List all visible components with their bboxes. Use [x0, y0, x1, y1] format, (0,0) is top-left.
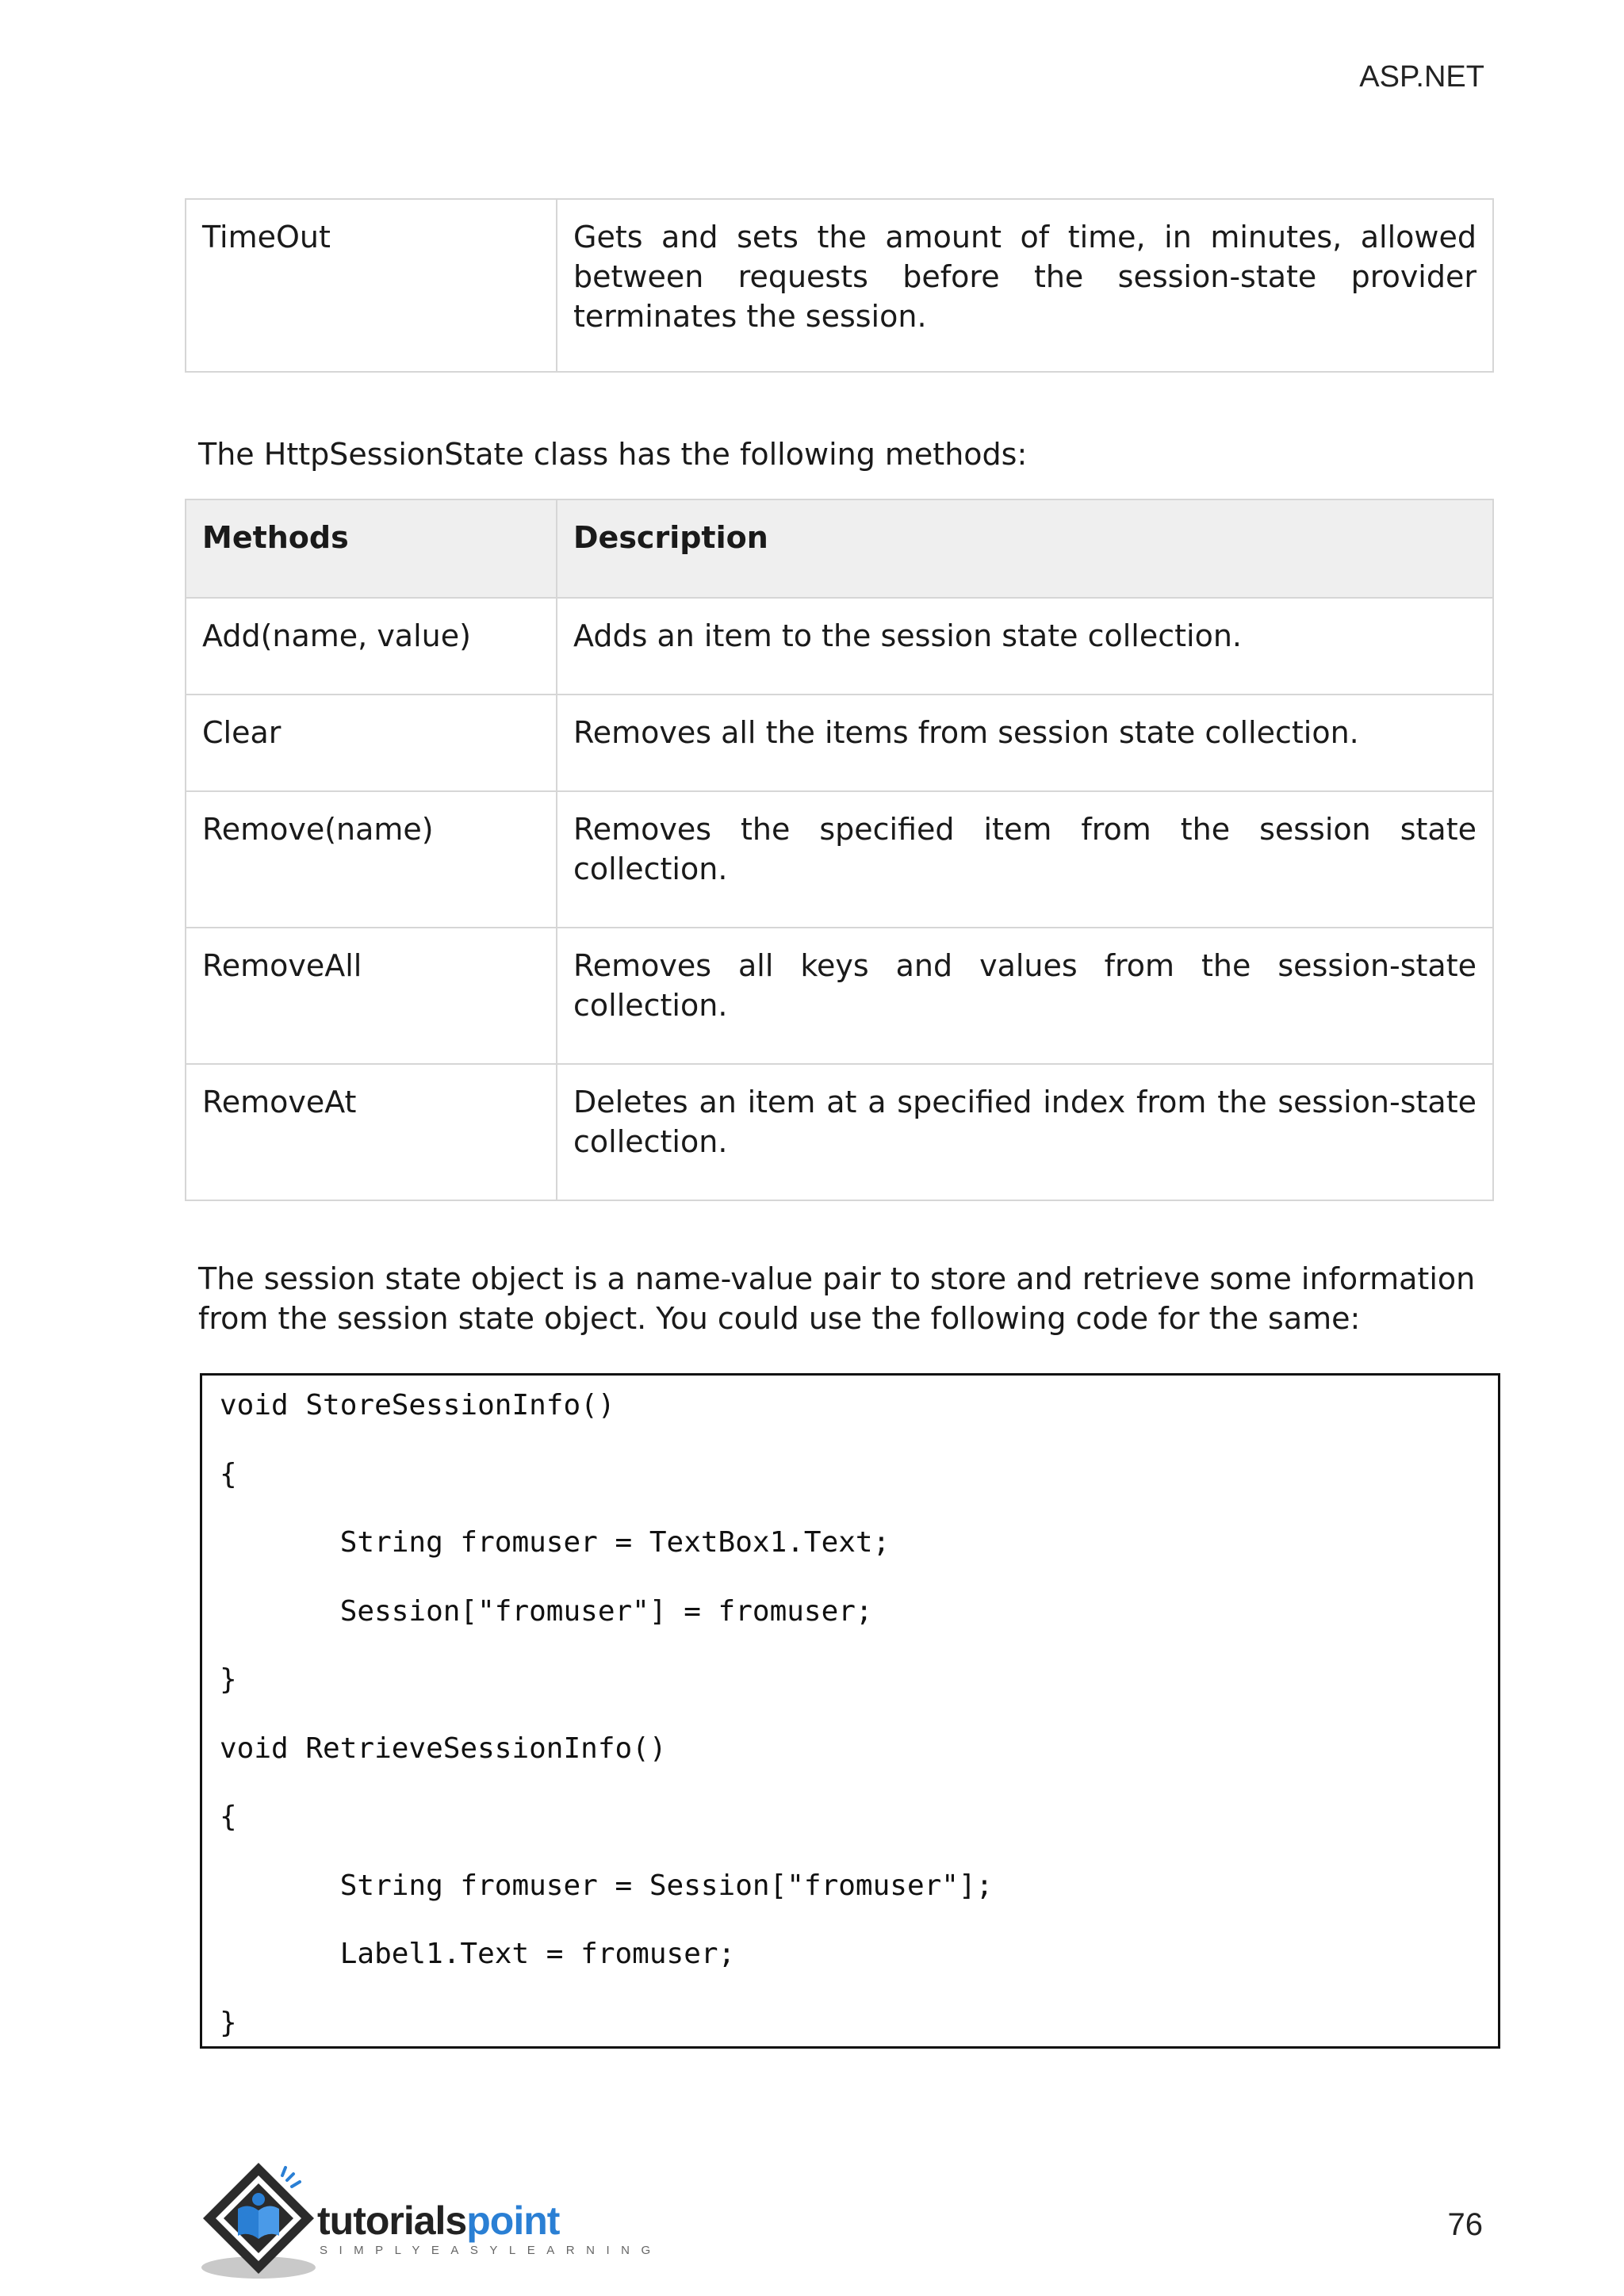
method-name: Clear — [186, 695, 557, 791]
logo-text — [317, 2198, 559, 2244]
method-description: Deletes an item at a specified index from the session-state collection. — [557, 1064, 1493, 1200]
methods-intro: The HttpSessionState class has the following methods: — [198, 437, 1028, 472]
code-line: Session["fromuser"] = fromuser; — [220, 1594, 873, 1628]
method-name: RemoveAt — [186, 1064, 557, 1200]
logo-tagline: SIMPLYEASYLEARNING — [320, 2244, 662, 2257]
table-row — [186, 695, 1493, 791]
tutorialspoint-logo — [198, 2156, 662, 2283]
logo-mark-icon — [198, 2156, 331, 2283]
code-line: Label1.Text = fromuser; — [220, 1938, 736, 1970]
code-line: { — [220, 1457, 237, 1490]
code-line: } — [220, 2006, 237, 2039]
method-description: Removes the specified item from the session state collection. — [557, 791, 1493, 928]
logo-word-tutorials: tutorials — [317, 2198, 467, 2243]
method-name: Add(name, value) — [186, 598, 557, 695]
property-name: TimeOut — [186, 199, 557, 372]
page-number: 76 — [1447, 2207, 1483, 2242]
code-line: } — [220, 1663, 237, 1696]
table-row — [186, 598, 1493, 695]
logo-word-point: point — [466, 2198, 560, 2243]
header-title: ASP.NET — [1359, 60, 1484, 94]
table-header-row — [186, 499, 1493, 598]
code-line: void RetrieveSessionInfo() — [220, 1732, 667, 1765]
column-header-description: Description — [557, 499, 1493, 598]
code-line: String fromuser = TextBox1.Text; — [220, 1526, 891, 1559]
code-line: void StoreSessionInfo() — [220, 1389, 615, 1422]
property-description: Gets and sets the amount of time, in minutes, allowed between requests before the session-state provider terminates the session. — [557, 199, 1493, 372]
method-description: Adds an item to the session state collection. — [557, 598, 1493, 695]
methods-table — [185, 499, 1494, 1201]
method-name: Remove(name) — [186, 791, 557, 928]
column-header-methods: Methods — [186, 499, 557, 598]
table-row — [186, 199, 1493, 372]
code-line: String fromuser = Session["fromuser"]; — [220, 1869, 994, 1902]
method-description: Removes all keys and values from the session-state collection. — [557, 928, 1493, 1064]
session-paragraph: The session state object is a name-value pair to store and retrieve some information from the session state object. You could use the following code for the same: — [198, 1261, 1476, 1336]
method-name: RemoveAll — [186, 928, 557, 1064]
table-row — [186, 791, 1493, 928]
table-row — [186, 928, 1493, 1064]
method-description: Removes all the items from session state collection. — [557, 695, 1493, 791]
table-row — [186, 1064, 1493, 1200]
code-block — [200, 1373, 1500, 2049]
properties-table — [185, 198, 1494, 373]
code-line: { — [220, 1800, 237, 1833]
